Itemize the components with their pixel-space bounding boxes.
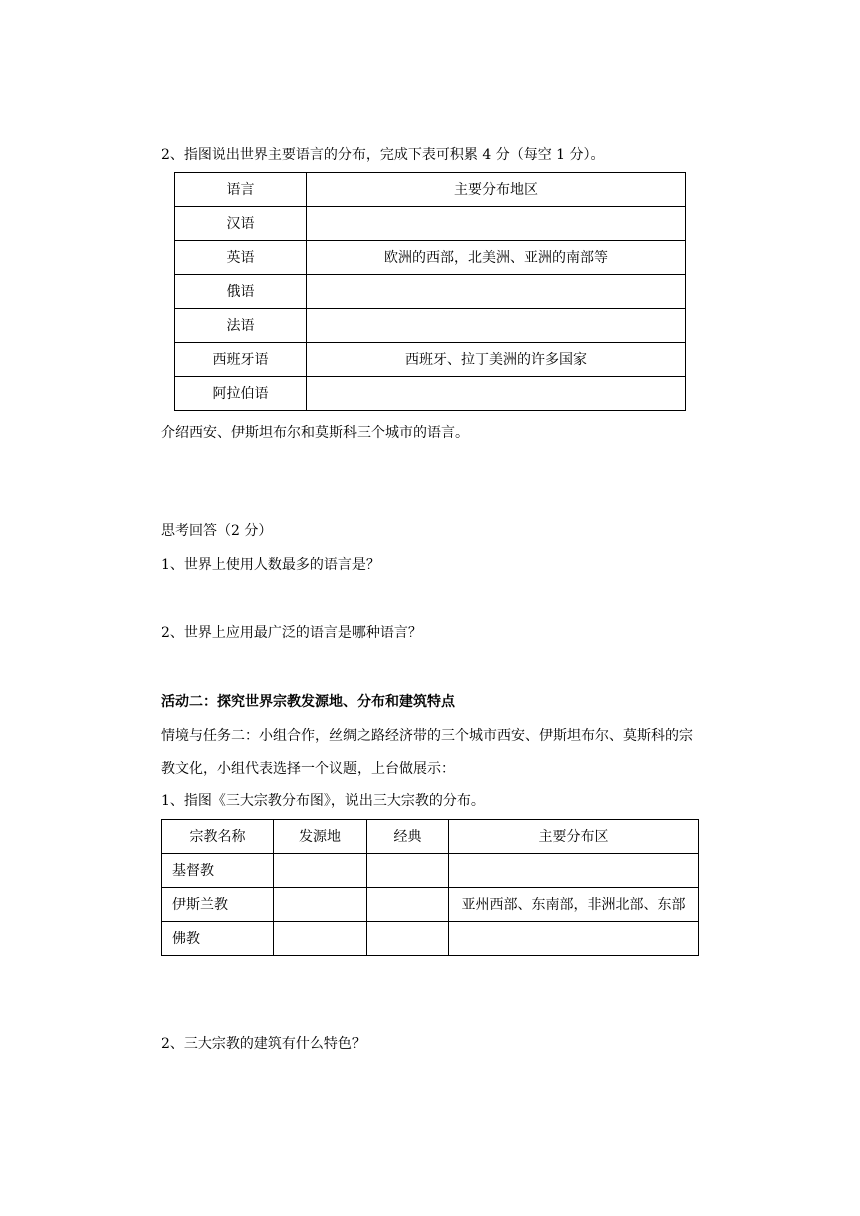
language-cell: 法语 bbox=[175, 309, 307, 343]
religion-question-1: 1、指图《三大宗教分布图》，说出三大宗教的分布。 bbox=[161, 793, 485, 809]
region-cell: 西班牙、拉丁美洲的许多国家 bbox=[307, 343, 686, 377]
region-cell[interactable] bbox=[307, 275, 686, 309]
language-cell: 俄语 bbox=[175, 275, 307, 309]
religion-name-cell: 基督教 bbox=[162, 854, 274, 888]
header-language: 语言 bbox=[175, 173, 307, 207]
table-row bbox=[175, 207, 686, 241]
language-table bbox=[174, 172, 686, 411]
religion-question-2: 2、三大宗教的建筑有什么特色？ bbox=[161, 1036, 366, 1052]
intro-cities: 介绍西安、伊斯坦布尔和莫斯科三个城市的语言。 bbox=[161, 425, 469, 441]
header-scripture: 经典 bbox=[367, 820, 449, 854]
table-row bbox=[162, 888, 699, 922]
table-row bbox=[162, 922, 699, 956]
region-cell[interactable] bbox=[449, 922, 699, 956]
think-title: 思考回答（2 分） bbox=[161, 523, 273, 539]
table-row bbox=[175, 377, 686, 411]
language-cell: 西班牙语 bbox=[175, 343, 307, 377]
think-question-2: 2、世界上应用最广泛的语言是哪种语言？ bbox=[161, 625, 422, 641]
region-cell[interactable] bbox=[449, 854, 699, 888]
origin-cell[interactable] bbox=[274, 854, 367, 888]
religion-name-cell: 伊斯兰教 bbox=[162, 888, 274, 922]
header-religion-name: 宗教名称 bbox=[162, 820, 274, 854]
religion-table bbox=[161, 819, 699, 956]
scripture-cell[interactable] bbox=[367, 922, 449, 956]
table-row bbox=[175, 343, 686, 377]
scripture-cell[interactable] bbox=[367, 854, 449, 888]
header-region: 主要分布地区 bbox=[307, 173, 686, 207]
region-cell: 亚州西部、东南部，非洲北部、东部 bbox=[449, 888, 699, 922]
language-cell: 汉语 bbox=[175, 207, 307, 241]
scripture-cell[interactable] bbox=[367, 888, 449, 922]
task2-line1: 情境与任务二：小组合作，丝绸之路经济带的三个城市西安、伊斯坦布尔、莫斯科的宗 bbox=[161, 728, 693, 744]
table-header-row bbox=[175, 173, 686, 207]
origin-cell[interactable] bbox=[274, 888, 367, 922]
region-cell[interactable] bbox=[307, 309, 686, 343]
table-row bbox=[175, 309, 686, 343]
region-cell: 欧洲的西部，北美洲、亚洲的南部等 bbox=[307, 241, 686, 275]
q2-intro: 2、指图说出世界主要语言的分布，完成下表可积累 4 分（每空 1 分）。 bbox=[161, 147, 605, 163]
header-origin: 发源地 bbox=[274, 820, 367, 854]
region-cell[interactable] bbox=[307, 207, 686, 241]
table-row bbox=[162, 854, 699, 888]
task2-line2: 教文化，小组代表选择一个议题，上台做展示： bbox=[161, 761, 455, 777]
origin-cell[interactable] bbox=[274, 922, 367, 956]
region-cell[interactable] bbox=[307, 377, 686, 411]
religion-name-cell: 佛教 bbox=[162, 922, 274, 956]
think-question-1: 1、世界上使用人数最多的语言是？ bbox=[161, 557, 380, 573]
language-cell: 阿拉伯语 bbox=[175, 377, 307, 411]
language-cell: 英语 bbox=[175, 241, 307, 275]
table-header-row bbox=[162, 820, 699, 854]
header-region: 主要分布区 bbox=[449, 820, 699, 854]
activity2-title: 活动二：探究世界宗教发源地、分布和建筑特点 bbox=[161, 694, 455, 710]
table-row bbox=[175, 241, 686, 275]
table-row bbox=[175, 275, 686, 309]
